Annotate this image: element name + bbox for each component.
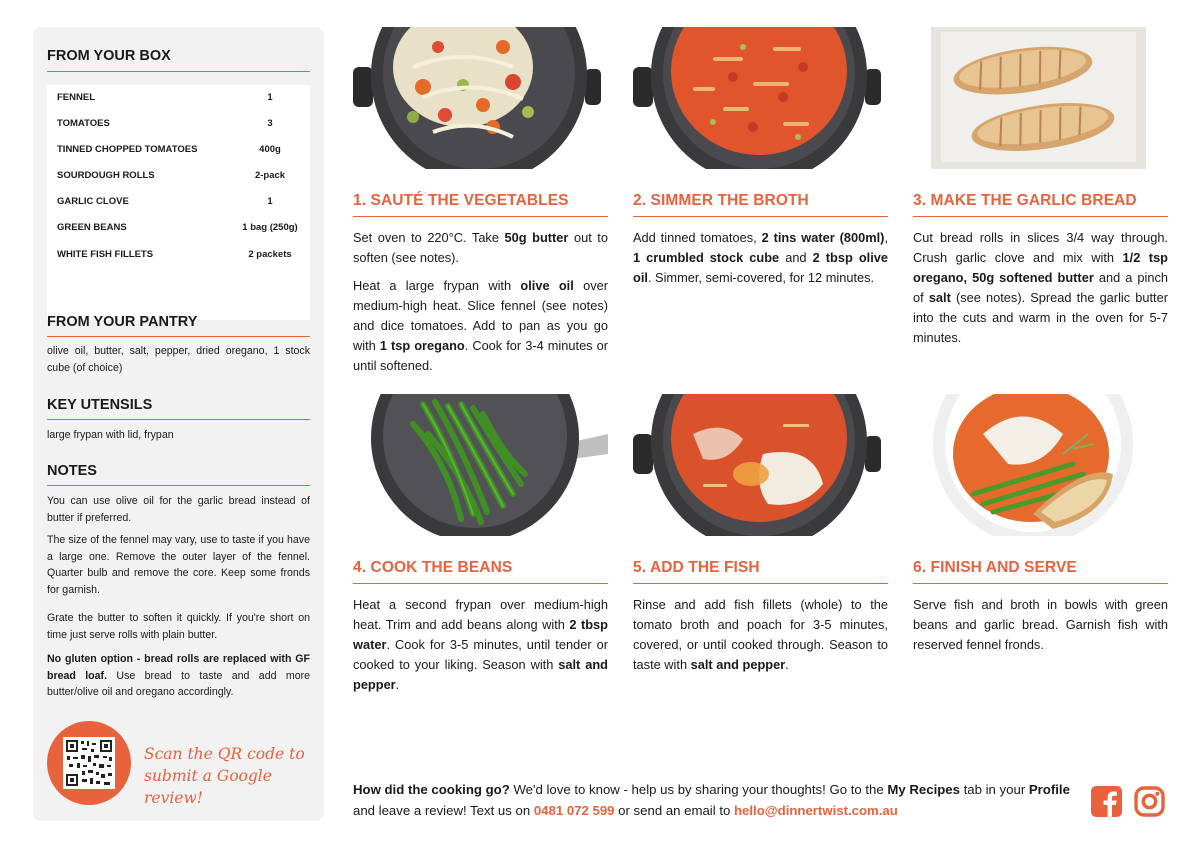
qr-code-icon[interactable]: [63, 737, 115, 789]
my-recipes-link[interactable]: My Recipes: [887, 782, 960, 797]
step-paragraph: [353, 595, 608, 695]
notes-heading: NOTES: [47, 463, 97, 479]
instagram-icon[interactable]: [1134, 786, 1165, 817]
step-body: [633, 595, 888, 683]
step-body: [633, 228, 888, 296]
step-rule: [913, 583, 1168, 584]
note-gf-rest: Use bread to taste and add more butter/olive oil and oregano accordingly.: [47, 669, 311, 698]
ingredient-row: [56, 196, 302, 222]
step-title: 4. COOK THE BEANS: [353, 559, 513, 576]
step-paragraph: [633, 228, 888, 288]
step-rule: [353, 216, 608, 217]
step-body: [353, 228, 608, 384]
utensils-text: large frypan with lid, frypan: [47, 429, 174, 441]
step-text: Add tinned tomatoes,: [633, 230, 762, 245]
ingredient-qty: 2-pack: [254, 170, 286, 181]
ingredient-row: [56, 144, 302, 170]
ingredient-name: WHITE FISH FILLETS: [57, 249, 154, 260]
step-3: [913, 27, 1168, 387]
step-body: [913, 228, 1168, 356]
step-text: . Simmer, semi-covered, for 12 minutes.: [647, 270, 875, 285]
step-rule: [913, 216, 1168, 217]
plated-dish-photo: [913, 394, 1168, 536]
step-text: .: [785, 657, 789, 672]
step-text: (see notes). Spread the garlic butter into the cuts and warm in the oven for 5-7 minutes.: [913, 290, 1168, 345]
footer-text: and leave a review! Text us on: [353, 803, 534, 818]
facebook-icon[interactable]: [1091, 786, 1122, 817]
from-your-box-heading: FROM YOUR BOX: [47, 48, 171, 64]
note-2: The size of the fennel may vary, use to taste if you have a large one. Remove the outer layer of the fennel. Quarter bulb and remove the core. Keep some fronds for garnish.: [47, 534, 310, 596]
email-link[interactable]: hello@dinnertwist.com.au: [734, 803, 898, 818]
step-body: [913, 595, 1168, 663]
step-text: . Cook for 3-4 minutes or until softened.: [353, 338, 609, 373]
heading-rule: [47, 485, 310, 486]
step-title: 5. ADD THE FISH: [633, 559, 760, 576]
heading-rule: [47, 336, 310, 337]
step-rule: [633, 583, 888, 584]
step-paragraph: [913, 595, 1168, 655]
qr-badge: [47, 721, 131, 805]
step-bold-text: salt: [928, 290, 951, 305]
step-text: Serve fish and broth in bowls with green beans and garlic bread. Garnish fish with reserved fennel fronds.: [913, 597, 1168, 652]
step-title: 3. MAKE THE GARLIC BREAD: [913, 192, 1137, 209]
step-paragraph: [633, 595, 888, 675]
pantry-heading: FROM YOUR PANTRY: [47, 314, 198, 330]
step-text: Heat a second frypan over medium-high heat. Trim and add beans along with: [353, 597, 608, 632]
pantry-text: olive oil, butter, salt, pepper, dried oregano, 1 stock cube (of choice): [47, 345, 310, 374]
footer-text: We'd love to know - help us by sharing your thoughts! Go to the: [509, 782, 888, 797]
review-footer: [353, 779, 1073, 821]
step-text: Heat a large frypan with: [353, 278, 521, 293]
step-paragraph: [353, 228, 608, 268]
ingredient-qty: 1: [267, 92, 273, 103]
step-text: and: [779, 250, 813, 265]
ingredient-row: [56, 222, 302, 248]
ingredient-qty: 400g: [259, 144, 281, 155]
heading-rule: [47, 419, 310, 420]
step-title: 6. FINISH AND SERVE: [913, 559, 1077, 576]
step-2: [633, 27, 888, 387]
step-text: out to soften (see notes).: [353, 230, 608, 265]
step-bold-text: salt and pepper: [690, 657, 786, 672]
step-5: [633, 394, 888, 754]
step-paragraph: [353, 276, 608, 376]
step-bold-text: 2 tins water (800ml): [761, 230, 885, 245]
step-text: .: [395, 677, 400, 692]
step-text: Cut bread rolls in slices 3/4 way through. Crush garlic clove and mix with: [913, 230, 1168, 265]
ingredient-row: [56, 118, 302, 144]
step-title: 1. SAUTÉ THE VEGETABLES: [353, 192, 569, 209]
step-rule: [353, 583, 608, 584]
profile-link[interactable]: Profile: [1028, 782, 1070, 797]
phone-link[interactable]: 0481 072 599: [533, 803, 615, 818]
footer-text: tab in your: [959, 782, 1029, 797]
note-gf: [47, 651, 310, 701]
beans-pan-photo: [353, 394, 608, 536]
step-rule: [633, 216, 888, 217]
ingredient-qty: 1: [267, 196, 273, 207]
footer-text: or send an email to: [614, 803, 734, 818]
ingredient-row: [56, 92, 302, 118]
step-text: over medium-high heat. Slice fennel (see notes) and dice tomatoes. Add to pan as you go with: [353, 278, 608, 353]
step-bold-text: 1 tsp oregano: [379, 338, 465, 353]
ingredient-name: TOMATOES: [57, 118, 110, 129]
step-text: . Cook for 3-5 minutes, until tender or cooked to your liking. Season with: [353, 637, 608, 672]
step-text: Set oven to 220°C. Take: [353, 230, 505, 245]
ingredient-name: SOURDOUGH ROLLS: [57, 170, 155, 181]
footer-question: How did the cooking go?: [353, 782, 510, 797]
note-3: Grate the butter to soften it quickly. If you're short on time just serve rolls with plain butter.: [47, 612, 310, 641]
saute-pan-photo: [353, 27, 608, 169]
ingredient-name: GREEN BEANS: [57, 222, 127, 233]
step-bold-text: 50g butter: [504, 230, 569, 245]
ingredients-table: [47, 85, 310, 320]
step-text: and a pinch of: [913, 270, 1168, 305]
ingredient-name: GARLIC CLOVE: [57, 196, 129, 207]
ingredient-qty: 3: [267, 118, 273, 129]
ingredient-qty: 1 bag (250g): [242, 222, 298, 233]
qr-review-text: Scan the QR code to submit a Google review!: [144, 745, 305, 807]
step-bold-text: olive oil: [520, 278, 574, 293]
ingredient-qty: 2 packets: [248, 249, 292, 260]
ingredient-row: [56, 170, 302, 196]
broth-pan-photo: [633, 27, 888, 169]
sidebar: [33, 27, 324, 821]
fish-pan-photo: [633, 394, 888, 536]
step-bold-text: 1 crumbled stock cube: [633, 250, 780, 265]
ingredient-name: TINNED CHOPPED TOMATOES: [57, 144, 198, 155]
step-paragraph: [913, 228, 1168, 348]
ingredient-name: FENNEL: [57, 92, 95, 103]
note-1: You can use olive oil for the garlic bread instead of butter if preferred.: [47, 495, 310, 524]
note-gf-bold: No gluten option - bread rolls are replaced with GF bread loaf.: [47, 653, 310, 682]
step-title: 2. SIMMER THE BROTH: [633, 192, 809, 209]
step-text: ,: [884, 230, 888, 245]
garlic-bread-photo: [913, 27, 1168, 169]
step-bold-text: salt and pepper: [353, 657, 608, 692]
step-4: [353, 394, 608, 754]
step-1: [353, 27, 608, 387]
step-6: [913, 394, 1168, 754]
ingredient-row: [56, 249, 302, 275]
step-body: [353, 595, 608, 703]
step-bold-text: 1/2 tsp oregano, 50g softened butter: [913, 250, 1169, 285]
utensils-heading: KEY UTENSILS: [47, 397, 153, 413]
heading-rule: [47, 71, 310, 72]
step-bold-text: 2 tbsp water: [353, 617, 608, 652]
step-bold-text: 2 tbsp olive oil: [633, 250, 888, 285]
step-text: Rinse and add fish fillets (whole) to the tomato broth and poach for 3-5 minutes, covered, or until cooked through. Season to taste with: [633, 597, 888, 672]
